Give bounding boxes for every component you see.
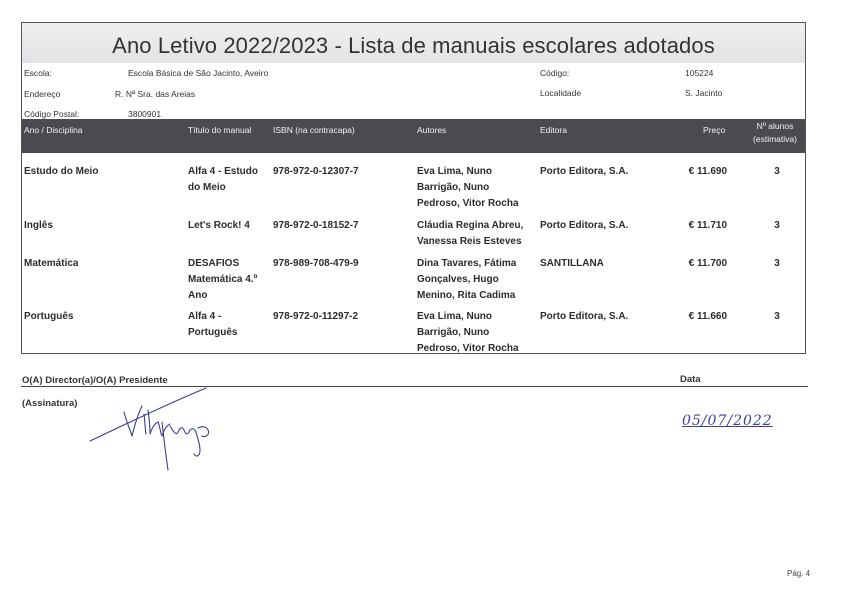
document-frame	[21, 22, 806, 354]
row-preco: € 11.660	[688, 311, 727, 322]
row-preco: € 11.710	[688, 220, 727, 231]
row-titulo	[188, 256, 257, 304]
autor-line: Eva Lima, Nuno	[417, 166, 493, 177]
col-disciplina: Ano / Disciplina	[24, 125, 83, 135]
row-alunos: 3	[774, 220, 780, 231]
endereco-label: Endereço	[24, 89, 61, 99]
autor-line: Menino, Rita Cadima	[417, 290, 516, 301]
codigo-postal-label: Código Postal:	[24, 109, 80, 119]
codigo-postal-value: 3800901	[128, 109, 162, 119]
codigo-label: Código:	[540, 68, 570, 78]
col-preco: Preço	[703, 125, 726, 135]
row-alunos: 3	[774, 166, 780, 177]
row-isbn: 978-972-0-12307-7	[273, 166, 359, 177]
row-alunos: 3	[774, 311, 780, 322]
row-autores	[417, 164, 519, 212]
row-disciplina: Estudo do Meio	[24, 166, 99, 177]
row-isbn: 978-972-0-11297-2	[273, 311, 359, 322]
row-preco: € 11.700	[688, 258, 727, 269]
autor-line: Barrigão, Nuno	[417, 182, 490, 193]
signed-date: 05/07/2022	[682, 413, 773, 429]
col-alunos	[742, 121, 808, 144]
autor-line: Gonçalves, Hugo	[417, 274, 499, 285]
date-label: Data	[680, 374, 701, 385]
page-number: Pág. 4	[787, 569, 811, 578]
director-label: O(A) Director(a)/O(A) Presidente	[22, 375, 168, 386]
titulo-line: Matemática 4.º	[188, 274, 258, 285]
codigo-value: 105224	[685, 68, 714, 78]
titulo-line: Português	[188, 327, 238, 338]
row-isbn: 978-989-708-479-9	[273, 258, 359, 269]
col-alunos-line1: Nº alunos	[756, 121, 794, 131]
row-autores	[417, 218, 523, 250]
autor-line: Vanessa Reis Esteves	[417, 236, 522, 247]
row-editora: Porto Editora, S.A.	[540, 220, 629, 231]
row-disciplina: Português	[24, 311, 74, 322]
row-disciplina: Matemática	[24, 258, 79, 269]
endereco-value: R. Nª Sra. das Areias	[115, 89, 196, 99]
handwritten-signature	[88, 384, 228, 476]
titulo-line: Alfa 4 -	[188, 311, 222, 322]
autor-line: Pedroso, Vitor Rocha	[417, 198, 519, 209]
localidade-value: S. Jacinto	[685, 88, 723, 98]
col-titulo: Título do manual	[188, 125, 252, 135]
row-preco: € 11.690	[688, 166, 727, 177]
row-alunos: 3	[774, 258, 780, 269]
autor-line: Cláudia Regina Abreu,	[417, 220, 524, 231]
autor-line: Dina Tavares, Fátima	[417, 258, 517, 269]
col-alunos-line2: (estimativa)	[753, 134, 797, 144]
row-autores	[417, 309, 519, 357]
titulo-line: do Meio	[188, 182, 226, 193]
row-autores	[417, 256, 516, 304]
row-titulo	[188, 309, 237, 341]
titulo-line: Ano	[188, 290, 208, 301]
row-editora: SANTILLANA	[540, 258, 604, 269]
row-disciplina: Inglês	[24, 220, 53, 231]
col-isbn: ISBN (na contracapa)	[273, 125, 355, 135]
escola-label: Escola:	[24, 68, 52, 78]
row-editora: Porto Editora, S.A.	[540, 311, 629, 322]
autor-line: Eva Lima, Nuno	[417, 311, 493, 322]
row-titulo	[188, 218, 250, 234]
localidade-label: Localidade	[540, 88, 582, 98]
titulo-line: Let's Rock! 4	[188, 220, 250, 231]
signature-label: (Assinatura)	[22, 398, 78, 409]
document-title: Ano Letivo 2022/2023 - Lista de manuais escolares adotados	[112, 33, 715, 58]
row-isbn: 978-972-0-18152-7	[273, 220, 359, 231]
col-autores: Autores	[417, 125, 447, 135]
table-header	[22, 119, 805, 153]
titulo-line: DESAFIOS	[188, 258, 240, 269]
autor-line: Pedroso, Vitor Rocha	[417, 343, 519, 354]
row-editora: Porto Editora, S.A.	[540, 166, 629, 177]
titulo-line: Alfa 4 - Estudo	[188, 166, 259, 177]
escola-value: Escola Básica de São Jacinto, Aveiro	[128, 68, 269, 78]
autor-line: Barrigão, Nuno	[417, 327, 490, 338]
row-titulo	[188, 164, 258, 196]
col-editora: Editora	[540, 125, 567, 135]
